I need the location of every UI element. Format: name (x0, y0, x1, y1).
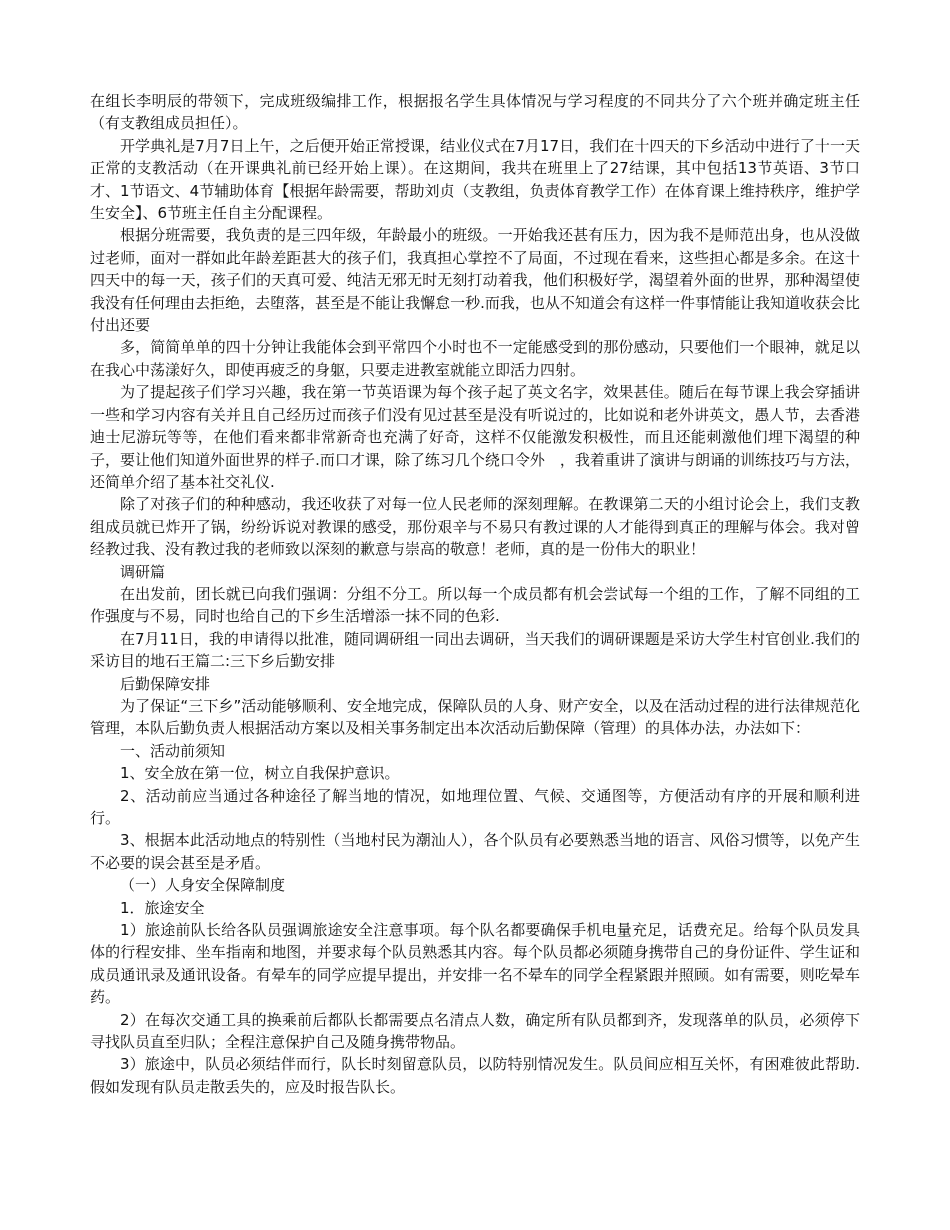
list-item: 3）旅途中，队员必须结伴而行，队长时刻留意队员，以防特别情况发生。队员间应相互关怀，有困难彼此帮助.假如发现有队员走散丢失的，应及时报告队长。 (90, 1055, 860, 1096)
paragraph: 在出发前，团长就已向我们强调：分组不分工。所以每一个成员都有机会尝试每一个组的工作，了解不同组的工作强度与不易，同时也给自己的下乡生活增添一抹不同的色彩. (90, 584, 860, 626)
document-page (90, 90, 860, 1098)
subsection-heading: （一）人身安全保障制度 (120, 876, 286, 895)
list-item: 1）旅途前队长给各队员强调旅途安全注意事项。每个队名都要确保手机电量充足，话费充足。给每个队员发具体的行程安排、坐车指南和地图，并要求每个队员熟悉其内容。每个队员都必须随身携带自己的身份证件、学生证和成员通讯录及通讯设备。有晕车的同学应提早提出，并安排一名不晕车的同学全程紧跟并照顾。如有需要，则吃晕车药。 (90, 921, 860, 1007)
paragraph: 在7月11日，我的申请得以批准，随同调研组一同出去调研，当天我们的调研课题是采访大学生村官创业.我们的采访目的地石王篇二:三下乡后勤安排 (90, 629, 860, 671)
paragraph: 根据分班需要，我负责的是三四年级，年龄最小的班级。一开始我还甚有压力，因为我不是师范出身，也从没做过老师，面对一群如此年龄差距甚大的孩子们，我真担心掌控不了局面，不过现在看来，这些担心都是多余。在这十四天中的每一天，孩子们的天真可爱、纯洁无邪无时无刻打动着我，他们积极好学，渴望着外面的世界，那种渴望使我没有任何理由去拒绝，去堕落，甚至是不能让我懈怠一秒.而我，也从不知道会有这样一件事情能让我知道收获会比付出还要 (90, 226, 860, 335)
paragraph: 除了对孩子们的种种感动，我还收获了对每一位人民老师的深刻理解。在教课第二天的小组讨论会上，我们支教组成员就已炸开了锅，纷纷诉说对教课的感受，那份艰辛与不易只有教过课的人才能得到真正的理解与体会。我对曾经教过我、没有教过我的老师致以深刻的歉意与崇高的敬意！老师，真的是一份伟大的职业！ (90, 495, 860, 559)
list-item: 2、活动前应当通过各种途径了解当地的情况，如地理位置、气候、交通图等，方便活动有序的开展和顺利进行。 (90, 786, 860, 827)
section-heading: 后勤保障安排 (120, 674, 211, 693)
section-heading: 调研篇 (120, 562, 166, 581)
paragraph: 为了提起孩子们学习兴趣，我在第一节英语课为每个孩子起了英文名字，效果甚佳。随后在每节课上我会穿插讲一些和学习内容有关并且自己经历过而孩子们没有见过甚至是没有听说过的，比如说和老外讲英文，愚人节，去香港迪士尼游玩等等，在他们看来都非常新奇也充满了好奇，这样不仅能激发积极性，而且还能刺激他们埋下渴望的种子，要让他们知道外面世界的样子.而口才课，除了练习几个绕口令外 ，我着重讲了演讲与朗诵的训练技巧与方法，还简单介绍了基本社交礼仪. (90, 383, 860, 491)
paragraph: 在组长李明辰的带领下，完成班级编排工作，根据报名学生具体情况与学习程度的不同共分了六个班并确定班主任（有支教组成员担任）。 (90, 92, 860, 133)
list-item: 1、安全放在第一位，树立自我保护意识。 (120, 764, 400, 783)
subsection-heading: 1．旅途安全 (120, 898, 205, 917)
paragraph: 开学典礼是7月7日上午，之后便开始正常授课，结业仪式在7月17日，我们在十四天的下乡活动中进行了十一天正常的支教活动（在开课典礼前已经开始上课）。在这期间，我共在班里上了27结课，其中包括13节英语、3节口才、1节语文、4节辅助体育【根据年龄需要，帮助刘贞（支教组，负责体育教学工作）在体育课上维持秩序，维护学生安全】、6节班主任自主分配课程。 (90, 136, 860, 223)
list-item: 2）在每次交通工具的换乘前后都队长都需要点名清点人数，确定所有队员都到齐，发现落单的队员，必须停下寻找队员直至归队；全程注意保护自己及随身携带物品。 (90, 1010, 860, 1052)
section-heading: 一、活动前须知 (120, 741, 226, 760)
paragraph: 为了保证“三下乡”活动能够顺利、安全地完成，保障队员的人身、财产安全，以及在活动过程的进行法律规范化管理，本队后勤负责人根据活动方案以及相关事务制定出本次活动后勤保障（管理）的具体办法，办法如下： (90, 696, 860, 738)
list-item: 3、根据本此活动地点的特别性（当地村民为潮汕人），各个队员有必要熟悉当地的语言、风俗习惯等，以免产生不必要的误会甚至是矛盾。 (90, 831, 860, 872)
paragraph: 多，简简单单的四十分钟让我能体会到平常四个小时也不一定能感受到的那份感动，只要他们一个眼神，就足以在我心中荡漾好久，即使再疲乏的身躯，只要走进教室就能立即活力四射。 (90, 338, 860, 379)
